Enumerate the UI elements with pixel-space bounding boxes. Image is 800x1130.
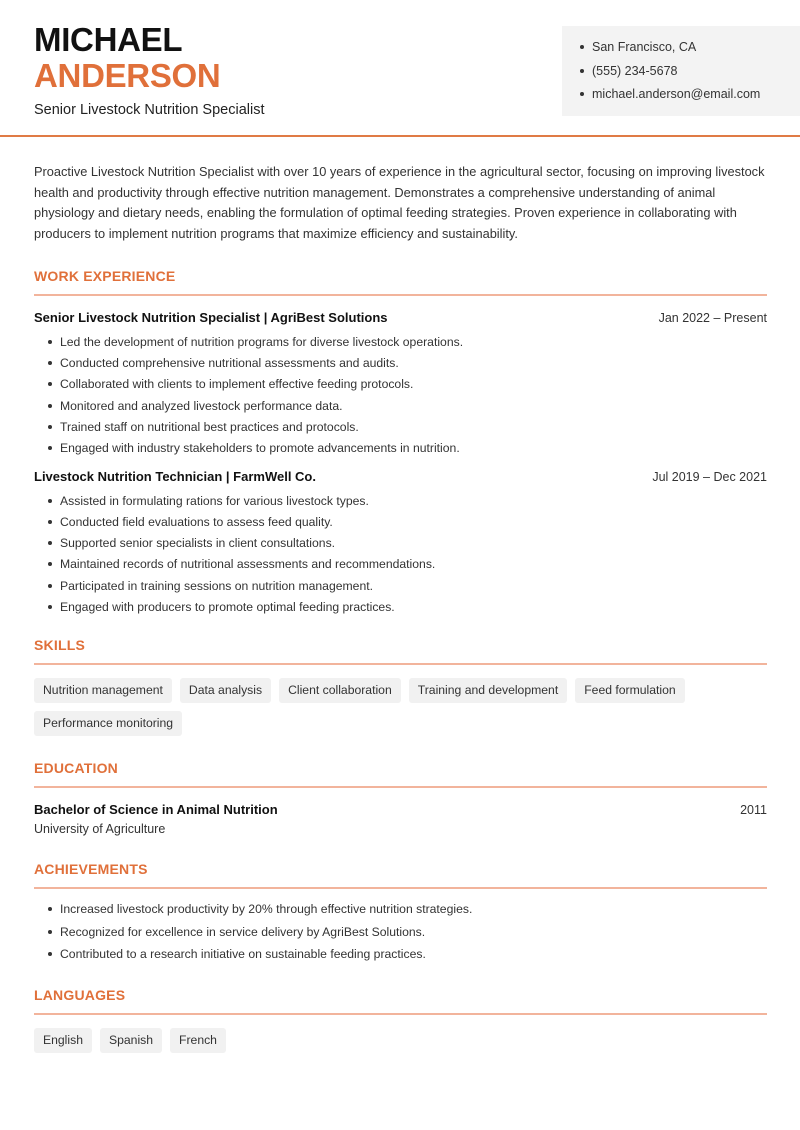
bullet-icon xyxy=(48,541,52,545)
summary: Proactive Livestock Nutrition Specialist with over 10 years of experience in the agricultural sector, focusing on improving livestock health and productivity through effective nutrition management. Demonstrates a comprehensive understanding of animal physiology and dietary needs, enabling the formulation of optimal feeding strategies. Proven experience in collaborating with producers to implement nutrition programs that maximize efficiency and sustainability. xyxy=(34,164,765,242)
list-item-text: Contributed to a research initiative on sustainable feeding practices. xyxy=(60,947,426,962)
bullet-icon xyxy=(48,952,52,956)
list-item xyxy=(34,493,767,514)
skill-tag: Client collaboration xyxy=(279,678,401,703)
contact-location-text: San Francisco, CA xyxy=(592,40,697,54)
list-item-text: Conducted field evaluations to assess feed quality. xyxy=(60,514,333,529)
section-divider xyxy=(34,887,767,889)
bullet-icon xyxy=(48,520,52,524)
job-entry xyxy=(34,310,767,462)
name-block xyxy=(34,22,265,118)
achievements-list xyxy=(34,901,767,969)
list-item-text: Collaborated with clients to implement effective feeding protocols. xyxy=(60,377,414,392)
job-header xyxy=(34,310,767,325)
languages-list xyxy=(34,1028,767,1053)
bullet-icon xyxy=(580,92,584,96)
list-item-text: Trained staff on nutritional best practices and protocols. xyxy=(60,420,359,434)
school-name: University of Agriculture xyxy=(34,822,166,837)
list-item-text: Engaged with industry stakeholders to promote advancements in nutrition. xyxy=(60,441,460,456)
language-tag: English xyxy=(34,1028,92,1053)
job-bullets xyxy=(34,334,767,462)
section-title: WORK EXPERIENCE xyxy=(34,267,176,284)
skill-tag: Data analysis xyxy=(180,678,271,703)
list-item xyxy=(34,578,767,599)
skill-tag: Performance monitoring xyxy=(34,711,182,736)
list-item-text: Monitored and analyzed livestock performance data. xyxy=(60,398,343,413)
section-education xyxy=(34,760,767,836)
contact-phone xyxy=(580,63,800,87)
list-item xyxy=(34,419,767,440)
section-divider xyxy=(34,1013,767,1015)
list-item xyxy=(34,946,767,969)
section-divider xyxy=(34,663,767,665)
section-achievements xyxy=(34,861,767,969)
contact-box xyxy=(562,26,800,116)
bullet-icon xyxy=(48,605,52,609)
list-item xyxy=(34,556,767,577)
list-item-text: Supported senior specialists in client consultations. xyxy=(60,536,336,551)
section-skills xyxy=(34,637,767,736)
section-title: LANGUAGES xyxy=(34,986,126,1003)
list-item xyxy=(34,514,767,535)
language-tag: Spanish xyxy=(100,1028,162,1053)
list-item xyxy=(34,376,767,397)
section-title: SKILLS xyxy=(34,637,85,654)
list-item-text: Participated in training sessions on nutrition management. xyxy=(60,578,373,593)
job-role: Senior Livestock Nutrition Specialist | AgriBest Solutions xyxy=(34,309,388,325)
list-item-text: Increased livestock productivity by 20% through effective nutrition strategies. xyxy=(60,902,473,917)
skill-tag: Nutrition management xyxy=(34,678,172,703)
resume-header xyxy=(0,0,800,137)
list-item xyxy=(34,334,767,355)
list-item-text: Led the development of nutrition programs for diverse livestock operations. xyxy=(60,334,464,349)
bullet-icon xyxy=(48,584,52,588)
contact-email-text: michael.anderson@email.com xyxy=(592,87,761,101)
job-entry xyxy=(34,469,767,621)
bullet-icon xyxy=(580,45,584,49)
contact-email xyxy=(580,86,800,110)
degree: Bachelor of Science in Animal Nutrition xyxy=(34,802,278,818)
graduation-year: 2011 xyxy=(740,803,767,818)
language-tag: French xyxy=(170,1028,226,1053)
education-header xyxy=(34,802,767,817)
bullet-icon xyxy=(48,907,52,911)
section-languages xyxy=(34,987,767,1053)
skill-tag: Feed formulation xyxy=(575,678,684,703)
list-item xyxy=(34,599,767,620)
list-item-text: Recognized for excellence in service delivery by AgriBest Solutions. xyxy=(60,924,426,939)
list-item xyxy=(34,440,767,461)
education-entry xyxy=(34,802,767,836)
job-role: Livestock Nutrition Technician | FarmWell Co. xyxy=(34,468,316,484)
contact-phone-text: (555) 234-5678 xyxy=(592,63,678,78)
bullet-icon xyxy=(580,69,584,73)
job-dates: Jan 2022 – Present xyxy=(658,310,767,325)
skills-list xyxy=(34,678,767,736)
job-bullets xyxy=(34,493,767,621)
bullet-icon xyxy=(48,446,52,450)
section-title: EDUCATION xyxy=(34,760,118,777)
section-divider xyxy=(34,294,767,296)
bullet-icon xyxy=(48,340,52,344)
skill-tag: Training and development xyxy=(409,678,567,703)
section-work-experience xyxy=(34,268,767,621)
bullet-icon xyxy=(48,930,52,934)
list-item-text: Engaged with producers to promote optimal feeding practices. xyxy=(60,600,395,615)
section-divider xyxy=(34,786,767,788)
list-item-text: Conducted comprehensive nutritional assessments and audits. xyxy=(60,356,399,371)
list-item-text: Assisted in formulating rations for various livestock types. xyxy=(60,493,369,508)
list-item xyxy=(34,355,767,376)
bullet-icon xyxy=(48,499,52,503)
list-item xyxy=(34,535,767,556)
resume-body xyxy=(34,162,767,1053)
bullet-icon xyxy=(48,425,52,429)
job-header xyxy=(34,469,767,484)
bullet-icon xyxy=(48,382,52,386)
list-item xyxy=(34,924,767,947)
list-item-text: Maintained records of nutritional assessments and recommendations. xyxy=(60,557,436,572)
bullet-icon xyxy=(48,361,52,365)
job-title: Senior Livestock Nutrition Specialist xyxy=(34,102,265,118)
first-name: MICHAEL xyxy=(34,21,183,58)
section-title: ACHIEVEMENTS xyxy=(34,861,148,878)
list-item xyxy=(34,398,767,419)
contact-location xyxy=(580,39,800,63)
last-name: ANDERSON xyxy=(34,57,221,94)
job-dates: Jul 2019 – Dec 2021 xyxy=(652,469,767,484)
bullet-icon xyxy=(48,404,52,408)
bullet-icon xyxy=(48,562,52,566)
list-item xyxy=(34,901,767,924)
